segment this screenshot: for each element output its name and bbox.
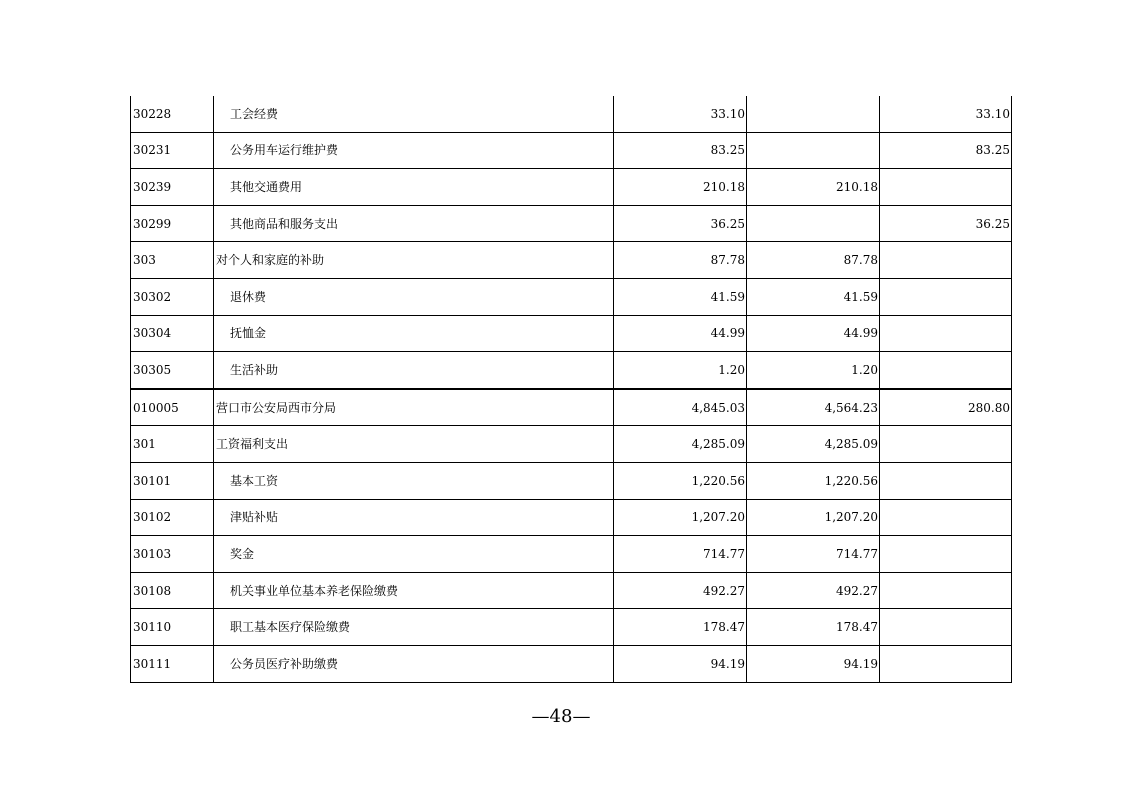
table-row (131, 132, 1012, 169)
total-amount-cell: 36.25 (614, 205, 747, 242)
project-expenditure-cell (880, 499, 1012, 536)
basic-expenditure-cell: 94.19 (747, 645, 880, 682)
table-body (131, 96, 1012, 682)
subject-name-cell: 其他交通费用 (214, 169, 614, 206)
basic-expenditure-cell (747, 205, 880, 242)
subject-code-cell: 30108 (131, 572, 214, 609)
page-number: —48— (531, 706, 591, 727)
subject-name-cell: 其他商品和服务支出 (214, 205, 614, 242)
subject-code-cell: 30239 (131, 169, 214, 206)
table-row (131, 169, 1012, 206)
table-row (131, 426, 1012, 463)
subject-name-cell: 生活补助 (214, 352, 614, 389)
project-expenditure-cell (880, 609, 1012, 646)
project-expenditure-cell (880, 169, 1012, 206)
subject-name-cell: 公务员医疗补助缴费 (214, 645, 614, 682)
subject-name-cell: 机关事业单位基本养老保险缴费 (214, 572, 614, 609)
table-row (131, 352, 1012, 389)
project-expenditure-cell: 280.80 (880, 389, 1012, 426)
total-amount-cell: 492.27 (614, 572, 747, 609)
basic-expenditure-cell: 4,285.09 (747, 426, 880, 463)
table-row (131, 645, 1012, 682)
project-expenditure-cell (880, 426, 1012, 463)
project-expenditure-cell: 33.10 (880, 96, 1012, 132)
table-row (131, 278, 1012, 315)
subject-code-cell: 30299 (131, 205, 214, 242)
basic-expenditure-cell (747, 96, 880, 132)
subject-code-cell: 30101 (131, 462, 214, 499)
total-amount-cell: 41.59 (614, 278, 747, 315)
basic-expenditure-cell: 1,207.20 (747, 499, 880, 536)
basic-expenditure-cell: 44.99 (747, 315, 880, 352)
subject-code-cell: 30103 (131, 536, 214, 573)
basic-expenditure-cell: 210.18 (747, 169, 880, 206)
total-amount-cell: 1,220.56 (614, 462, 747, 499)
subject-name-cell: 工资福利支出 (214, 426, 614, 463)
basic-expenditure-cell: 87.78 (747, 242, 880, 279)
table-row (131, 572, 1012, 609)
subject-code-cell: 303 (131, 242, 214, 279)
project-expenditure-cell: 83.25 (880, 132, 1012, 169)
subject-name-cell: 公务用车运行维护费 (214, 132, 614, 169)
table-row (131, 205, 1012, 242)
table-row (131, 499, 1012, 536)
project-expenditure-cell (880, 462, 1012, 499)
subject-code-cell: 30228 (131, 96, 214, 132)
subject-name-cell: 抚恤金 (214, 315, 614, 352)
subject-code-cell: 30110 (131, 609, 214, 646)
project-expenditure-cell (880, 278, 1012, 315)
basic-expenditure-cell: 4,564.23 (747, 389, 880, 426)
subject-code-cell: 30302 (131, 278, 214, 315)
subject-code-cell: 301 (131, 426, 214, 463)
basic-expenditure-cell (747, 132, 880, 169)
subject-name-cell: 营口市公安局西市分局 (214, 389, 614, 426)
total-amount-cell: 714.77 (614, 536, 747, 573)
subject-name-cell: 对个人和家庭的补助 (214, 242, 614, 279)
basic-expenditure-cell: 1.20 (747, 352, 880, 389)
basic-expenditure-cell: 178.47 (747, 609, 880, 646)
total-amount-cell: 44.99 (614, 315, 747, 352)
subject-code-cell: 30111 (131, 645, 214, 682)
total-amount-cell: 1.20 (614, 352, 747, 389)
basic-expenditure-cell: 492.27 (747, 572, 880, 609)
subject-code-cell: 30231 (131, 132, 214, 169)
table-row (131, 609, 1012, 646)
subject-code-cell: 30304 (131, 315, 214, 352)
subject-name-cell: 工会经费 (214, 96, 614, 132)
project-expenditure-cell (880, 315, 1012, 352)
total-amount-cell: 33.10 (614, 96, 747, 132)
basic-expenditure-cell: 1,220.56 (747, 462, 880, 499)
subject-code-cell: 30102 (131, 499, 214, 536)
subject-name-cell: 奖金 (214, 536, 614, 573)
subject-code-cell: 30305 (131, 352, 214, 389)
table-row (131, 242, 1012, 279)
table-row (131, 536, 1012, 573)
subject-name-cell: 退休费 (214, 278, 614, 315)
total-amount-cell: 4,845.03 (614, 389, 747, 426)
total-amount-cell: 4,285.09 (614, 426, 747, 463)
total-amount-cell: 87.78 (614, 242, 747, 279)
total-amount-cell: 94.19 (614, 645, 747, 682)
project-expenditure-cell (880, 572, 1012, 609)
table-row (131, 315, 1012, 352)
subject-name-cell: 基本工资 (214, 462, 614, 499)
total-amount-cell: 1,207.20 (614, 499, 747, 536)
basic-expenditure-cell: 41.59 (747, 278, 880, 315)
project-expenditure-cell: 36.25 (880, 205, 1012, 242)
project-expenditure-cell (880, 352, 1012, 389)
project-expenditure-cell (880, 645, 1012, 682)
budget-expenditure-table (130, 96, 1012, 683)
table-row (131, 389, 1012, 426)
subject-name-cell: 职工基本医疗保险缴费 (214, 609, 614, 646)
total-amount-cell: 83.25 (614, 132, 747, 169)
basic-expenditure-cell: 714.77 (747, 536, 880, 573)
table-row (131, 462, 1012, 499)
project-expenditure-cell (880, 536, 1012, 573)
total-amount-cell: 210.18 (614, 169, 747, 206)
subject-name-cell: 津贴补贴 (214, 499, 614, 536)
project-expenditure-cell (880, 242, 1012, 279)
subject-code-cell: 010005 (131, 389, 214, 426)
table-row (131, 96, 1012, 132)
total-amount-cell: 178.47 (614, 609, 747, 646)
